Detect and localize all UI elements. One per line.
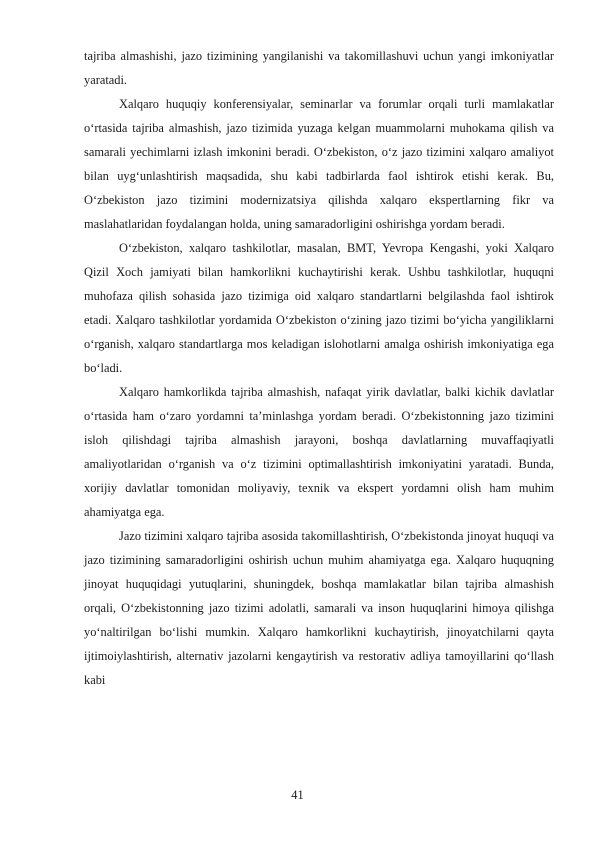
paragraph: Jazo tizimini xalqaro tajriba asosida takomillashtirish, O‘zbekistonda jinoyat huquqi va jazo tizimining samaradorligini oshirish uchun muhim ahamiyatga ega. Xalqaro huquqning jinoyat huquqidagi yutuqlarini, shuningdek, boshqa mamlakatlar bilan tajriba almashish orqali, O‘zbekistonning jazo tizimi adolatli, samarali va inson huquqlarini himoya qilishga yo‘naltirilgan bo‘lishi mumkin. Xalqaro hamkorlikni kuchaytirish, jinoyatchilarni qayta ijtimoiylashtirish, alternativ jazolarni kengaytirish va restorativ adliya tamoyillarini qo‘llash kabi (84, 529, 554, 687)
paragraph: Xalqaro huquqiy konferensiyalar, seminarlar va forumlar orqali turli mamlakatlar o‘rtasida tajriba almashish, jazo tizimida yuzaga kelgan muammolarni muhokama qilish va samarali yechimlarni izlash imkonini beradi. O‘zbekiston, o‘z jazo tizimini xalqaro amaliyot bilan uyg‘unlashtirish maqsadida, shu kabi tadbirlarda faol ishtirok etishi kerak. Bu, O‘zbekiston jazo tizimini modernizatsiya qilishda xalqaro ekspertlarning fikr va maslahatlaridan foydalangan holda, uning samaradorligini oshirishga yordam beradi. (84, 97, 554, 231)
paragraph: O‘zbekiston, xalqaro tashkilotlar, masalan, BMT, Yevropa Kengashi, yoki Xalqaro Qizil Xoch jamiyati bilan hamkorlikni kuchaytirishi kerak. Ushbu tashkilotlar, huquqni muhofaza qilish sohasida jazo tizimiga oid xalqaro standartlarni belgilashda faol ishtirok etadi. Xalqaro tashkilotlar yordamida O‘zbekiston o‘zining jazo tizimi bo‘yicha yangiliklarni o‘rganish, xalqaro standartlarga mos keladigan islohotlarni amalga oshirish imkoniyatiga ega bo‘ladi. (84, 241, 554, 375)
page-number: 41 (291, 788, 304, 802)
paragraph: tajriba almashishi, jazo tizimining yangilanishi va takomillashuvi uchun yangi imkoniyatlar yaratadi. (84, 49, 554, 87)
paragraph: Xalqaro hamkorlikda tajriba almashish, nafaqat yirik davlatlar, balki kichik davlatlar o‘rtasida ham o‘zaro yordamni ta’minlashga yordam beradi. O‘zbekistonning jazo tizimini isloh qilishdagi tajriba almashish jarayoni, boshqa davlatlarning muvaffaqiyatli amaliyotlaridan o‘rganish va o‘z tizimini optimallashtirish imkoniyatini yaratadi. Bunda, xorijiy davlatlar tomonidan moliyaviy, texnik va ekspert yordamni olish ham muhim ahamiyatga ega. (84, 385, 554, 519)
body-text (84, 44, 554, 692)
